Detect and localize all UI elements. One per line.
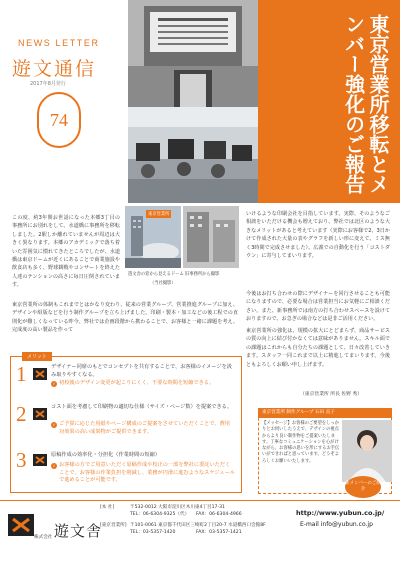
merit-point: ご予算に応じた用紙やページ構成のご提案をさせていただくことで、費用対効果の高い成果物がご提供できます。	[59, 421, 230, 435]
photo-caption: 旧事務所から撮影	[185, 272, 220, 277]
merit-number: 2	[16, 402, 27, 426]
issue-number: 74	[37, 92, 81, 148]
photo-caption: （当社撮影）	[150, 281, 176, 286]
merit-point: 初校後のデザイン変更が起こりにくく、不要な時間を短縮できる。	[59, 380, 215, 386]
merit-heading: コスト面を考慮して印刷物の適切な仕様（サイズ・ページ数）を提案できる。	[51, 404, 233, 410]
issue-date: 2017年8月発行	[30, 81, 66, 87]
photo-caption: 遊文舎の窓から見えるドーム	[128, 272, 184, 277]
body-paragraph-1: この度、約3年関お世話になった本郷3丁目の事務所にお別れをして、水道橋に事務所を移転しました。2駅しか離れていませんが周辺は大きく異なります。本郷のアカデミックで落ち着いた雰囲気に慣れてきたところでしたが、水道橋は東京ドームが近くにあることで商業施設や飲食店も多く、野球観戦やコンサートを終えた人達のテンションの高さに毎日圧倒されています。	[12, 215, 120, 289]
office-fax: FAX：06-6304-4966	[196, 512, 242, 517]
headline-panel	[258, 0, 400, 203]
company-mark-icon	[33, 368, 47, 380]
old-office-photo	[183, 206, 239, 268]
staff-header: 東京営業所 制作グループ 石田 直子	[258, 408, 392, 418]
check-icon: ✓	[52, 422, 56, 427]
footer-divider	[0, 500, 400, 501]
office-label: [本 社]	[100, 505, 115, 510]
office-location-callout: 東京営業所	[148, 212, 170, 217]
office-tel: TEL：03-5357-1420	[130, 530, 176, 535]
company-logo	[8, 514, 34, 536]
website-link[interactable]: http://www.yubun.co.jp/	[296, 509, 385, 517]
merit-tab: メリット	[22, 352, 52, 361]
office-address: 〒532-0012 大阪市淀川区木川東4丁目17-31	[130, 505, 225, 510]
office-tel: TEL：06-6304-9325（代）	[130, 512, 190, 517]
body-paragraph-4: 今後はお打ち合わせの際にデザイナーを同行させることも可能になりますので、必要な場合は営業担当にお気軽にご相談ください。また、新事務所では南方の打ち合わせスペースを設けておりますので、お急ぎの場合などは是非ご活用ください。	[246, 291, 390, 323]
building-entrance-photo	[128, 0, 258, 107]
company-mark-icon	[33, 454, 47, 466]
signature: （東京営業所 所長 佐野 秀）	[300, 392, 363, 397]
check-icon: ✓	[52, 463, 56, 468]
office-fax: FAX：03-5357-1421	[196, 530, 242, 535]
new-member-badge: 新メンバーのご紹介	[345, 476, 381, 498]
merit-heading: 原稿作成の効率化・分担化（作業時間の短縮）	[51, 452, 160, 458]
staff-message: 【メッセージ】お客様のご要望をしっかりとお伺いしたうえで、デザインの視点からより良い制作物をご提案いたします。丁寧なコミュニケーションを心がけながら、お客様の思いを形にするお手伝いができればと思っています。どうぞよろしくお願いいたします。	[262, 421, 340, 464]
company-type: 株式会社	[34, 535, 53, 540]
newsletter-label: NEWS LETTER	[18, 38, 100, 48]
check-icon: ✓	[52, 381, 56, 386]
headline: 東京営業所移転とメンバー強化のご報告	[341, 14, 390, 194]
email-link[interactable]: E-mail info@yubun.co.jp	[300, 521, 373, 528]
body-paragraph-3: いけるような印刷会社を目指しています。実際、そのようなご相談をいただける機会も増えており、弊社では北区のような大きなメリットがあると考えています（実際にお客様で2、3日かけて作成された大量の表やグラフを新しい形に変えて、ミス無く3時間で完成させました）。広義での自動化を行う「コストダウン」に寄与してまいります。	[246, 211, 390, 260]
merit-point: お客様の方でご用意いただく原稿作成や校正の一部を弊社に委託いただくことで、お客様の作業負担を削減し、業務が円滑に進むようなスケジュールで進めることが可能です。	[59, 462, 235, 484]
newsletter-title: 遊文通信	[12, 58, 97, 80]
office-address: 〒101-0061 東京都千代田区三崎町2丁目20-7 水道橋西口会館8F	[130, 523, 266, 528]
staff-photo	[342, 420, 392, 482]
company-name: 遊文舎	[54, 522, 103, 540]
merit-heading: デザイナー同席のもとでコンセプトを共有することで、お客様のイメージを汲み取りやすくなる。	[51, 364, 232, 378]
merit-number: 3	[16, 448, 27, 472]
company-mark-icon	[33, 408, 47, 420]
office-label: [東京営業所]	[100, 523, 127, 528]
merit-number: 1	[16, 362, 27, 386]
office-interior-photo	[128, 107, 258, 203]
body-paragraph-5: 東京営業所の強化は、規模の拡大にとどまらず、商品サービスの質の向上に結び付かなくては意味がありません。スキル面での課題はこれからも自分たちの課題として、日々改善していきます。スタッフ一同これまで以上に精進してまいります。今後ともよろしくお願い申し上げます。	[246, 328, 390, 368]
body-paragraph-2: 東京営業所の体制もこれまでとはかなり変わり、従来の営業グループ、営業推進グループに加え、デザインや組版などを行う制作グループを立ち上げました。印刷・製本・加工などの後工程での直則化が難しくなっている昨今、弊社では企画段階から携わることで、お客様と一緒に課題を考え、完成度の高い製品を作って	[12, 302, 238, 334]
